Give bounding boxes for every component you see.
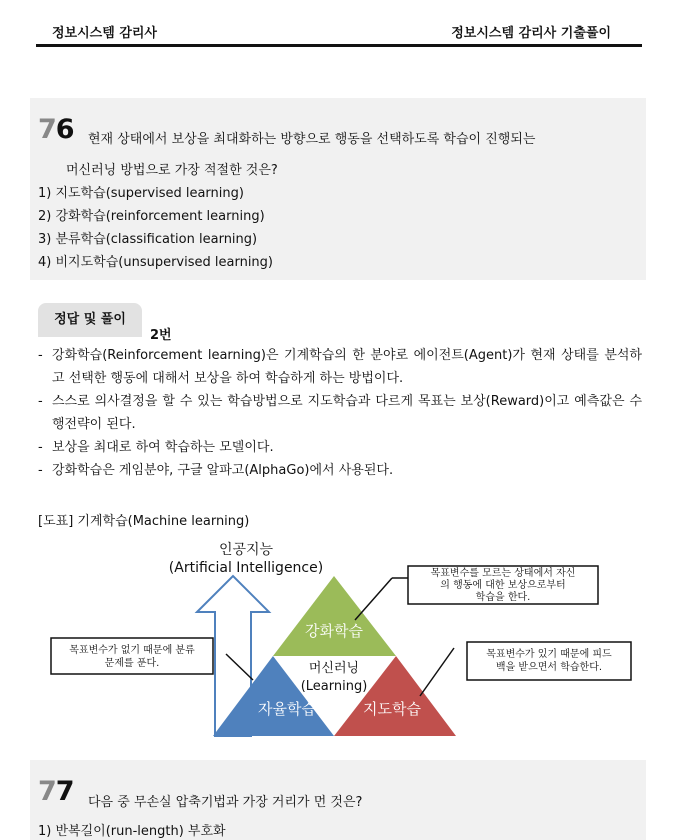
question-76-option-2: 2) 강화학습(reinforcement learning) <box>38 209 265 224</box>
question-76-text-line2: 머신러닝 방법으로 가장 적절한 것은? <box>66 163 278 178</box>
header-left-title: 정보시스템 감리사 <box>52 26 157 41</box>
question-77-text: 다음 중 무손실 압축기법과 가장 거리가 먼 것은? <box>88 795 363 810</box>
callout-right-connector <box>420 648 454 696</box>
center-sublabel: (Learning) <box>300 679 368 694</box>
callout-left-line1: 목표변수가 없기 때문에 분류 <box>69 645 195 656</box>
question-76-option-1: 1) 지도학습(supervised learning) <box>38 186 244 201</box>
explanation-item: - 스스로 의사결정을 할 수 있는 학습방법으로 지도학습과 다르게 목표는 보상(Reward)이고 예측값은 수행전략이 된다. <box>38 394 642 432</box>
answer-value: 2번 <box>150 328 172 343</box>
header-divider <box>36 44 642 47</box>
question-76-box <box>30 98 646 280</box>
reinforcement-triangle <box>273 576 396 656</box>
machine-learning-diagram <box>0 530 673 740</box>
answer-explanation <box>38 344 642 482</box>
question-76-option-3: 3) 분류학습(classification learning) <box>38 232 258 247</box>
callout-top-connector <box>355 578 392 620</box>
header-right-title: 정보시스템 감리사 기출풀이 <box>451 26 611 41</box>
question-76-text-line1: 현재 상태에서 보상을 최대화하는 방향으로 행동을 선택하도록 학습이 진행되는 <box>88 132 536 147</box>
ai-title: 인공지능 <box>218 542 274 558</box>
callout-right-line1: 목표변수가 있기 때문에 피드 <box>486 649 612 660</box>
callout-left-connector <box>226 654 253 680</box>
reinforcement-label: 강화학습 <box>305 622 363 640</box>
callout-top-line1: 목표변수를 모르는 상태에서 자신 <box>430 568 576 579</box>
callout-right-line2: 백을 받으면서 학습한다. <box>495 662 603 673</box>
center-label: 머신러닝 <box>308 661 360 676</box>
answer-label-tab: 정답 및 풀이 <box>38 303 142 337</box>
question-76-number: 76 <box>38 114 74 145</box>
explanation-item: - 강화학습은 게임분야, 구글 알파고(AlphaGo)에서 사용된다. <box>38 463 394 478</box>
callout-top-line2: 의 행동에 대한 보상으로부터 <box>440 580 566 591</box>
explanation-item: - 강화학습(Reinforcement learning)은 기계학습의 한 분야로 에이전트(Agent)가 현재 상태를 분석하고 선택한 행동에 대해서 보상을 하여 학습하게 하는 방법이다. <box>38 348 642 386</box>
question-77-box <box>30 760 646 840</box>
unsupervised-label: 자율학습 <box>258 700 316 718</box>
question-77-option-1: 1) 반복길이(run-length) 부호화 <box>38 824 226 839</box>
supervised-label: 지도학습 <box>363 700 421 718</box>
question-77-number: 77 <box>38 776 74 807</box>
callout-top-line3: 학습을 한다. <box>475 592 531 603</box>
question-76-option-4: 4) 비지도학습(unsupervised learning) <box>38 255 273 270</box>
figure-caption: [도표] 기계학습(Machine learning) <box>38 514 250 529</box>
ai-subtitle: (Artificial Intelligence) <box>168 560 324 576</box>
callout-right-box <box>467 642 631 680</box>
explanation-item: - 보상을 최대로 하여 학습하는 모델이다. <box>38 440 274 455</box>
callout-left-line2: 문제를 푼다. <box>104 658 160 669</box>
